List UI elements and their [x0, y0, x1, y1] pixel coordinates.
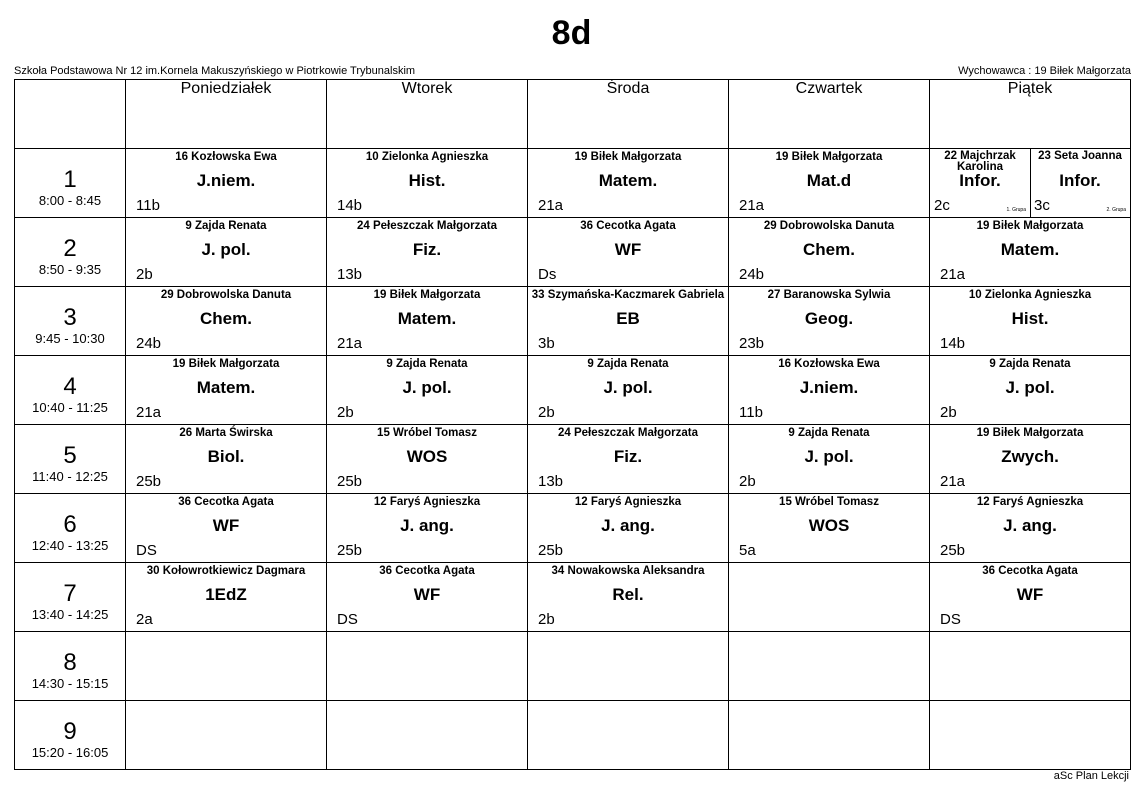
lesson[interactable]	[126, 287, 326, 355]
period-cell	[15, 149, 126, 218]
lesson-cell-thursday[interactable]	[729, 356, 930, 425]
period-number: 6	[63, 511, 77, 538]
lesson-room: 25b	[940, 542, 966, 559]
lesson[interactable]	[528, 425, 728, 493]
lesson[interactable]	[327, 218, 527, 286]
lesson[interactable]	[327, 494, 527, 562]
lesson-subject: Rel.	[612, 585, 644, 604]
lesson-teacher: 33 Szymańska-Kaczmarek Gabriela	[531, 289, 725, 301]
lesson-subject: Matem.	[598, 171, 658, 190]
lesson-cell-tuesday[interactable]	[327, 356, 528, 425]
lesson-subject: J. pol.	[201, 240, 251, 259]
footer-credit: aSc Plan Lekcji	[1053, 770, 1129, 782]
lesson-teacher: 9 Zajda Renata	[788, 427, 870, 439]
lesson-teacher: 34 Nowakowska Aleksandra	[551, 565, 705, 577]
lesson-teacher: 22 Majchrzak Karolina	[944, 150, 1016, 173]
lesson-subject: Chem.	[803, 240, 855, 259]
period-cell	[15, 218, 126, 287]
lesson[interactable]	[930, 563, 1130, 631]
lesson-cell-monday[interactable]	[126, 356, 327, 425]
lesson[interactable]	[327, 425, 527, 493]
lesson[interactable]	[729, 287, 929, 355]
lesson-subject: WF	[614, 240, 642, 259]
lesson-subject: J.niem.	[196, 171, 256, 190]
lesson-teacher: 9 Zajda Renata	[185, 220, 267, 232]
lesson-room: 2b	[940, 404, 957, 421]
lesson[interactable]	[729, 425, 929, 493]
lesson-cell-tuesday	[327, 632, 528, 701]
period-time: 14:30 - 15:15	[31, 676, 109, 691]
lesson[interactable]	[729, 356, 929, 424]
period-number: 8	[63, 649, 77, 676]
lesson-cell-wednesday	[528, 701, 729, 770]
lesson-cell-thursday	[729, 563, 930, 632]
lesson-cell-tuesday	[327, 701, 528, 770]
lesson-subject: J. ang.	[1003, 516, 1057, 535]
day-header-thursday: Czwartek	[729, 80, 930, 149]
period-cell	[15, 287, 126, 356]
lesson[interactable]	[327, 149, 527, 217]
lesson-room: 2c	[934, 197, 950, 214]
lesson-room: 25b	[136, 473, 162, 490]
lesson[interactable]	[528, 149, 728, 217]
period-cell	[15, 356, 126, 425]
lesson-subject: Geog.	[804, 309, 854, 328]
timetable-grid	[14, 79, 1131, 770]
period-row	[15, 356, 1131, 425]
day-header-friday: Piątek	[930, 80, 1131, 149]
lesson-room: 3c	[1034, 197, 1050, 214]
lesson-teacher: 36 Cecotka Agata	[379, 565, 475, 577]
group-lesson[interactable]	[1030, 149, 1130, 217]
lesson-room: 21a	[940, 266, 966, 283]
lesson-cell-thursday[interactable]	[729, 287, 930, 356]
lesson-teacher: 16 Kozłowska Ewa	[175, 151, 277, 163]
lesson-subject: J.niem.	[799, 378, 859, 397]
lesson-room: DS	[940, 611, 961, 628]
lesson-cell-friday[interactable]	[930, 425, 1131, 494]
homeroom-teacher: Wychowawca : 19 Biłek Małgorzata	[958, 65, 1131, 77]
lesson-subject: WOS	[406, 447, 448, 466]
lesson-cell-wednesday[interactable]	[528, 149, 729, 218]
lesson[interactable]	[126, 494, 326, 562]
day-header-row	[15, 80, 1131, 149]
lesson-cell-friday[interactable]	[930, 149, 1131, 218]
period-number: 4	[63, 373, 77, 400]
period-time: 8:50 - 9:35	[38, 262, 102, 277]
lesson-room: 2b	[337, 404, 354, 421]
lesson[interactable]	[930, 356, 1130, 424]
lesson-subject: J. ang.	[400, 516, 454, 535]
lesson-cell-friday	[930, 632, 1131, 701]
lesson-teacher: 10 Zielonka Agnieszka	[365, 151, 489, 163]
lesson[interactable]	[126, 149, 326, 217]
group-lesson[interactable]	[930, 149, 1031, 217]
lesson-cell-wednesday[interactable]	[528, 356, 729, 425]
lesson-cell-wednesday[interactable]	[528, 563, 729, 632]
lesson-teacher: 36 Cecotka Agata	[178, 496, 274, 508]
lesson-cell-thursday	[729, 632, 930, 701]
lesson-room: 21a	[136, 404, 162, 421]
lesson-room: 25b	[538, 542, 564, 559]
lesson-room: 5a	[739, 542, 756, 559]
lesson[interactable]	[126, 425, 326, 493]
lesson-teacher: 19 Biłek Małgorzata	[775, 151, 883, 163]
lesson-group: 2. Grupa	[1106, 207, 1126, 213]
lesson-teacher: 12 Faryś Agnieszka	[373, 496, 481, 508]
lesson-room: 13b	[538, 473, 564, 490]
lesson-cell-monday[interactable]	[126, 287, 327, 356]
lesson-cell-monday[interactable]	[126, 218, 327, 287]
lesson-subject: Zwych.	[1001, 447, 1059, 466]
lesson-subject: WOS	[808, 516, 850, 535]
period-number: 3	[63, 304, 77, 331]
lesson[interactable]	[729, 218, 929, 286]
lesson-teacher: 24 Pełeszczak Małgorzata	[357, 220, 497, 232]
lesson-room: 2b	[739, 473, 756, 490]
lesson-cell-thursday	[729, 701, 930, 770]
lesson-subject: J. ang.	[601, 516, 655, 535]
lesson-room: 24b	[739, 266, 765, 283]
lesson-subject: Infor.	[959, 171, 1001, 190]
lesson-teacher: 15 Wróbel Tomasz	[779, 496, 879, 508]
lesson-teacher: 27 Baranowska Sylwia	[767, 289, 891, 301]
lesson-cell-friday[interactable]	[930, 218, 1131, 287]
period-time: 11:40 - 12:25	[32, 469, 108, 484]
lesson-cell-tuesday[interactable]	[327, 425, 528, 494]
lesson-cell-monday	[126, 701, 327, 770]
lesson-cell-monday[interactable]	[126, 563, 327, 632]
lesson-subject: WF	[212, 516, 240, 535]
lesson-teacher: 36 Cecotka Agata	[580, 220, 676, 232]
lesson[interactable]	[729, 494, 929, 562]
lesson[interactable]	[930, 425, 1130, 493]
period-number: 2	[63, 235, 77, 262]
lesson-subject: Chem.	[200, 309, 252, 328]
lesson-cell-thursday[interactable]	[729, 149, 930, 218]
lesson-subject: J. pol.	[402, 378, 452, 397]
lesson-room: 13b	[337, 266, 363, 283]
lesson-room: 25b	[337, 473, 363, 490]
lesson-cell-tuesday[interactable]	[327, 494, 528, 563]
lesson-room: 14b	[337, 197, 363, 214]
period-cell	[15, 494, 126, 563]
period-row	[15, 494, 1131, 563]
period-cell	[15, 632, 126, 701]
school-name: Szkoła Podstawowa Nr 12 im.Kornela Makuszyńskiego w Piotrkowie Trybunalskim	[14, 65, 416, 77]
lesson-teacher: 30 Kołowrotkiewicz Dagmara	[146, 565, 306, 577]
lesson-subject: Fiz.	[613, 447, 643, 466]
lesson-cell-friday[interactable]	[930, 563, 1131, 632]
lesson-room: Ds	[538, 266, 557, 283]
lesson[interactable]	[327, 356, 527, 424]
period-row	[15, 218, 1131, 287]
lesson[interactable]	[126, 356, 326, 424]
lesson-cell-wednesday	[528, 632, 729, 701]
lesson-teacher: 9 Zajda Renata	[989, 358, 1071, 370]
lesson-subject: WF	[413, 585, 441, 604]
period-time: 8:00 - 8:45	[38, 193, 102, 208]
lesson-cell-monday	[126, 632, 327, 701]
lesson-cell-tuesday[interactable]	[327, 218, 528, 287]
lesson-subject: 1EdZ	[205, 585, 247, 604]
lesson-cell-tuesday[interactable]	[327, 563, 528, 632]
period-row	[15, 425, 1131, 494]
class-title: 8d	[551, 14, 592, 52]
lesson-teacher: 9 Zajda Renata	[587, 358, 669, 370]
lesson[interactable]	[930, 218, 1130, 286]
lesson-subject: EB	[616, 309, 640, 328]
lesson-teacher: 19 Biłek Małgorzata	[574, 151, 682, 163]
period-cell	[15, 701, 126, 770]
lesson-subject: J. pol.	[1005, 378, 1055, 397]
period-row	[15, 287, 1131, 356]
period-time: 12:40 - 13:25	[31, 538, 109, 553]
lesson-cell-friday[interactable]	[930, 356, 1131, 425]
period-time: 13:40 - 14:25	[31, 607, 109, 622]
period-time: 15:20 - 16:05	[31, 745, 109, 760]
lesson-teacher: 19 Biłek Małgorzata	[976, 427, 1084, 439]
period-time: 9:45 - 10:30	[35, 331, 105, 346]
period-row	[15, 701, 1131, 770]
lesson[interactable]	[729, 149, 929, 217]
lesson-room: 11b	[739, 404, 763, 421]
lesson-teacher: 26 Marta Świrska	[179, 427, 273, 439]
lesson-room: 2b	[538, 611, 555, 628]
lesson-subject: Matem.	[196, 378, 256, 397]
lesson-cell-thursday[interactable]	[729, 494, 930, 563]
day-header-tuesday: Wtorek	[327, 80, 528, 149]
period-number: 5	[63, 442, 77, 469]
period-time: 10:40 - 11:25	[32, 400, 108, 415]
period-row	[15, 563, 1131, 632]
lesson[interactable]	[528, 563, 728, 631]
lesson-room: 2a	[136, 611, 153, 628]
lesson[interactable]	[528, 356, 728, 424]
lesson[interactable]	[528, 218, 728, 286]
lesson[interactable]	[126, 563, 326, 631]
lesson-room: 11b	[136, 197, 160, 214]
lesson-teacher: 23 Seta Joanna	[1038, 150, 1122, 162]
lesson-cell-tuesday[interactable]	[327, 149, 528, 218]
lesson-room: 23b	[739, 335, 765, 352]
period-cell	[15, 425, 126, 494]
lesson-cell-friday[interactable]	[930, 287, 1131, 356]
lesson-subject: Mat.d	[806, 171, 852, 190]
period-number: 7	[63, 580, 77, 607]
lesson-teacher: 29 Dobrowolska Danuta	[763, 220, 895, 232]
lesson-teacher: 10 Zielonka Agnieszka	[968, 289, 1092, 301]
lesson-cell-wednesday[interactable]	[528, 287, 729, 356]
lesson-cell-tuesday[interactable]	[327, 287, 528, 356]
lesson-teacher: 29 Dobrowolska Danuta	[160, 289, 292, 301]
lesson-subject: J. pol.	[804, 447, 854, 466]
lesson-room: 21a	[739, 197, 765, 214]
lesson-subject: Fiz.	[412, 240, 442, 259]
lesson-subject: J. pol.	[603, 378, 653, 397]
lesson-cell-friday[interactable]	[930, 494, 1131, 563]
period-number: 1	[63, 166, 77, 193]
lesson-subject: Hist.	[408, 171, 446, 190]
period-number: 9	[63, 718, 77, 745]
lesson-room: 24b	[136, 335, 162, 352]
lesson-room: DS	[337, 611, 358, 628]
lesson-subject: Infor.	[1059, 171, 1101, 190]
lesson-room: 2b	[136, 266, 153, 283]
lesson-cell-monday[interactable]	[126, 425, 327, 494]
lesson-cell-friday	[930, 701, 1131, 770]
lesson-teacher: 36 Cecotka Agata	[982, 565, 1078, 577]
lesson[interactable]	[528, 287, 728, 355]
lesson-room: 21a	[940, 473, 966, 490]
lesson-cell-thursday[interactable]	[729, 218, 930, 287]
lesson-teacher: 19 Biłek Małgorzata	[172, 358, 280, 370]
lesson-subject: WF	[1016, 585, 1044, 604]
lesson-room: DS	[136, 542, 157, 559]
day-header-wednesday: Środa	[528, 80, 729, 149]
period-row	[15, 632, 1131, 701]
period-row	[15, 149, 1131, 218]
lesson-cell-monday[interactable]	[126, 494, 327, 563]
lesson-subject: Matem.	[1000, 240, 1060, 259]
lesson-cell-wednesday[interactable]	[528, 425, 729, 494]
lesson-teacher: 19 Biłek Małgorzata	[373, 289, 481, 301]
lesson[interactable]	[327, 287, 527, 355]
lesson-room: 3b	[538, 335, 555, 352]
lesson-room: 21a	[538, 197, 564, 214]
lesson[interactable]	[930, 287, 1130, 355]
lesson-teacher: 12 Faryś Agnieszka	[976, 496, 1084, 508]
period-cell	[15, 563, 126, 632]
lesson-teacher: 19 Biłek Małgorzata	[976, 220, 1084, 232]
day-header-monday: Poniedziałek	[126, 80, 327, 149]
lesson[interactable]	[930, 494, 1130, 562]
lesson[interactable]	[126, 218, 326, 286]
lesson-cell-wednesday[interactable]	[528, 218, 729, 287]
lesson-subject: Hist.	[1011, 309, 1049, 328]
lesson-subject: Biol.	[207, 447, 245, 466]
lesson-teacher: 16 Kozłowska Ewa	[778, 358, 880, 370]
lesson-subject: Matem.	[397, 309, 457, 328]
lesson[interactable]	[327, 563, 527, 631]
lesson-teacher: 24 Pełeszczak Małgorzata	[558, 427, 698, 439]
lesson-room: 14b	[940, 335, 966, 352]
lesson-teacher: 12 Faryś Agnieszka	[574, 496, 682, 508]
corner-cell	[15, 80, 126, 149]
lesson-teacher: 15 Wróbel Tomasz	[377, 427, 477, 439]
lesson-group: 1. Grupa	[1006, 207, 1026, 213]
lesson-cell-monday[interactable]	[126, 149, 327, 218]
lesson-room: 2b	[538, 404, 555, 421]
lesson-teacher: 9 Zajda Renata	[386, 358, 468, 370]
lesson-room: 25b	[337, 542, 363, 559]
lesson-cell-thursday[interactable]	[729, 425, 930, 494]
lesson[interactable]	[528, 494, 728, 562]
lesson-room: 21a	[337, 335, 363, 352]
lesson-cell-wednesday[interactable]	[528, 494, 729, 563]
